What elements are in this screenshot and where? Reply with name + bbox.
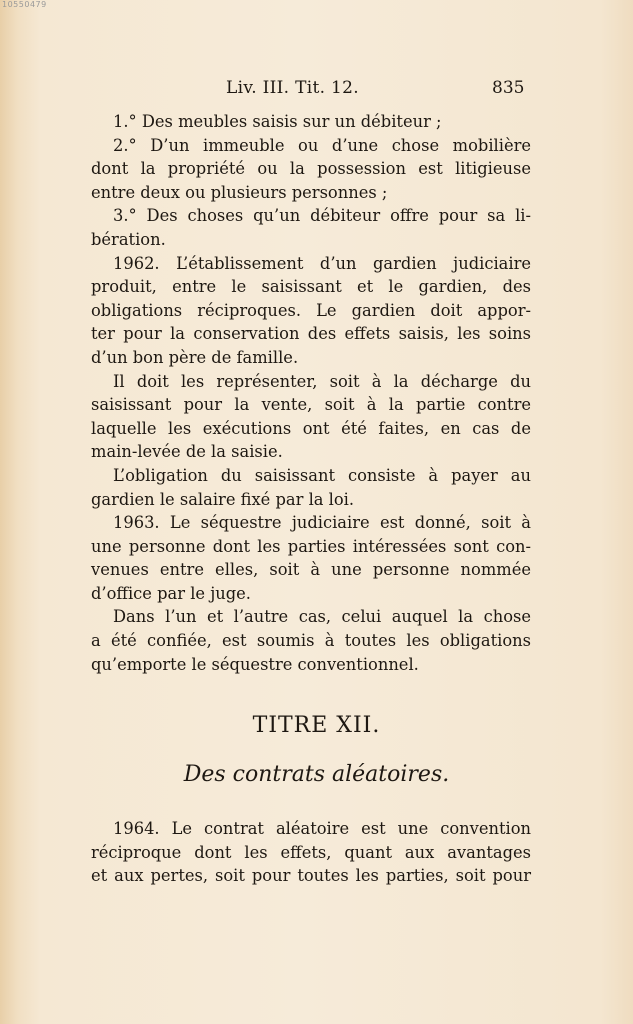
scan-id-stamp: 10550479 <box>2 0 47 9</box>
text-line: 1964. Le contrat aléatoire est une convention <box>113 819 531 838</box>
text-line: gardien le salaire fixé par la loi. <box>91 489 355 509</box>
text-line: réciproque dont les effets, quant aux avantages <box>91 842 531 862</box>
text-line: dont la propriété ou la possession est litigieuse <box>91 159 531 179</box>
text-line: saisissant pour la vente, soit à la partie contre <box>91 395 531 415</box>
text-line: L’obligation du saisissant consiste à payer au <box>113 465 531 485</box>
text-line: 1963. Le séquestre judiciaire est donné, soit à <box>113 513 531 533</box>
section-title: TITRE XII. <box>252 713 381 738</box>
text-line: 2.° D’un immeuble ou d’une chose mobilière <box>113 135 531 155</box>
text-line: laquelle les exécutions ont été faites, en cas de <box>91 418 531 438</box>
paragraph <box>91 110 531 134</box>
paragraph <box>91 204 531 251</box>
paragraph <box>91 605 531 676</box>
tail-paragraph <box>91 817 531 888</box>
text-line: 3.° Des choses qu’un débiteur offre pour sa li- <box>113 206 531 226</box>
text-line: 1962. L’établissement d’un gardien judiciaire <box>113 253 531 273</box>
text-line: produit, entre le saisissant et le gardien, des <box>91 277 531 297</box>
text-line: main-levée de la saisie. <box>91 442 283 462</box>
text-line: et aux pertes, soit pour toutes les parties, soit pour <box>91 866 531 886</box>
text-line: venues entre elles, soit à une personne nommée <box>91 560 531 580</box>
text-line: a été confiée, est soumis à toutes les obligations <box>91 631 531 651</box>
text-line: obligations réciproques. Le gardien doit appor- <box>91 300 531 320</box>
text-line: ter pour la conservation des effets saisis, les soins <box>91 324 531 344</box>
text-line: qu’emporte le séquestre conventionnel. <box>91 654 419 674</box>
paragraph <box>91 511 531 605</box>
text-line: d’un bon père de famille. <box>91 347 299 367</box>
running-head: Liv. III. Tit. 12. <box>226 78 359 98</box>
text-line: Dans l’un et l’autre cas, celui auquel la chose <box>113 607 531 627</box>
paragraph <box>91 134 531 205</box>
text-line: Il doit les représenter, soit à la décharge du <box>113 371 531 391</box>
page-header <box>0 78 633 102</box>
text-line: bération. <box>91 229 166 249</box>
text-line: 1.° Des meubles saisis sur un débiteur ; <box>113 112 442 131</box>
paragraph <box>91 252 531 370</box>
page-number: 835 <box>492 78 525 98</box>
text-line: d’office par le juge. <box>91 583 251 603</box>
text-line: entre deux ou plusieurs personnes ; <box>91 182 388 202</box>
section-subtitle: Des contrats aléatoires. <box>183 762 450 787</box>
paragraph <box>91 464 531 511</box>
text-line: une personne dont les parties intéressées sont con- <box>91 536 531 556</box>
paragraph <box>91 370 531 464</box>
body-text <box>91 110 531 676</box>
